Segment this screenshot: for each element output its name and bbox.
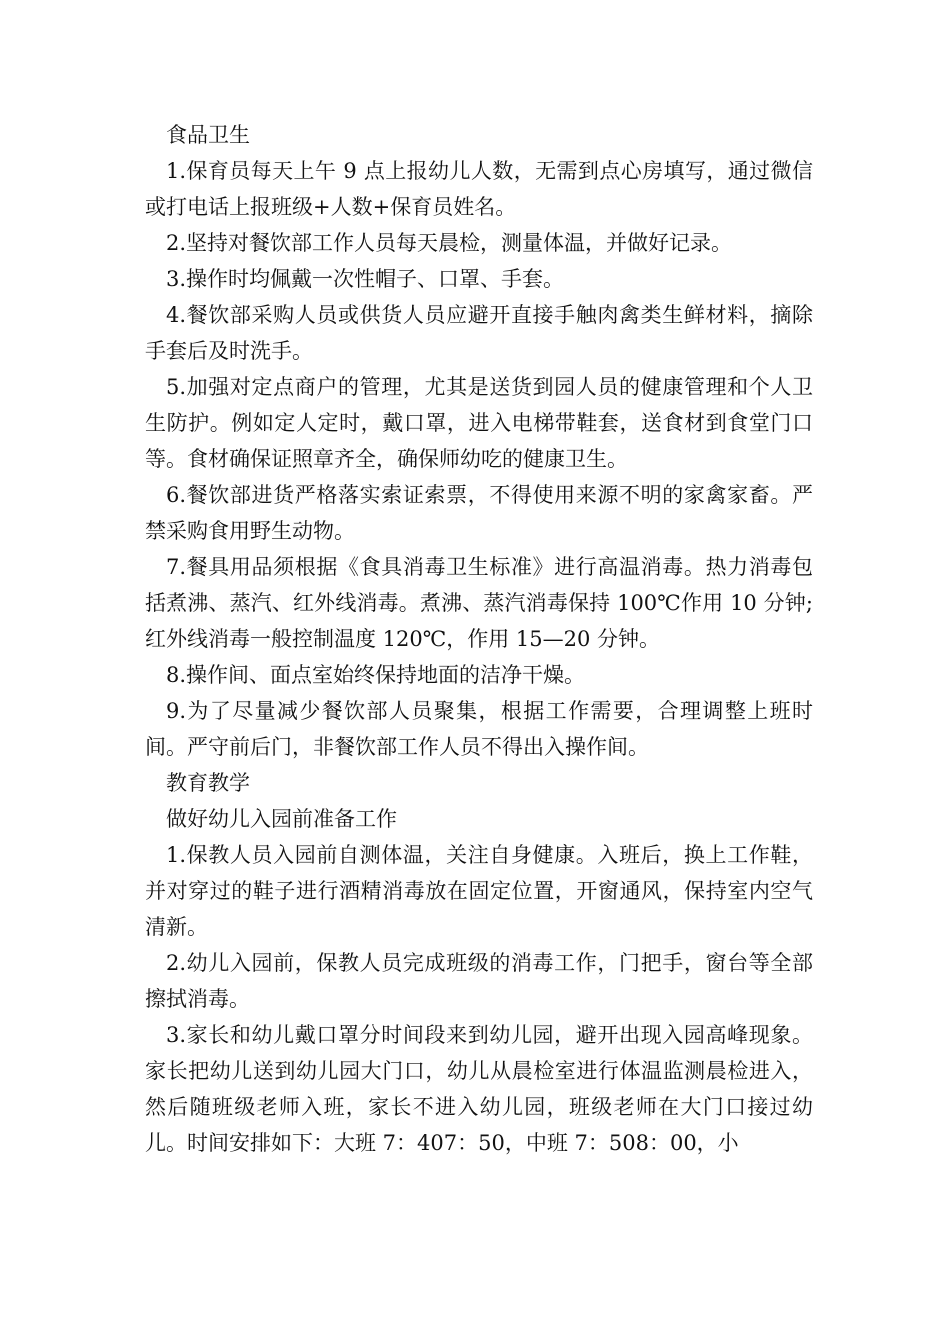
paragraph: 4.餐饮部采购人员或供货人员应避开直接手触肉禽类生鲜材料，摘除手套后及时洗手。 (145, 303, 813, 363)
paragraph: 3.操作时均佩戴一次性帽子、口罩、手套。 (166, 267, 565, 291)
paragraph: 9.为了尽量减少餐饮部人员聚集，根据工作需要，合理调整上班时间。严守前后门，非餐饮部工作人员不得出入操作间。 (145, 699, 813, 759)
paragraph: 2.坚持对餐饮部工作人员每天晨检，测量体温，并做好记录。 (166, 231, 733, 255)
paragraph: 2.幼儿入园前，保教人员完成班级的消毒工作，门把手，窗台等全部擦拭消毒。 (145, 951, 813, 1011)
paragraph: 1.保育员每天上午 9 点上报幼儿人数，无需到点心房填写，通过微信或打电话上报班级+人数+保育员姓名。 (145, 159, 813, 219)
paragraph: 5.加强对定点商户的管理，尤其是送货到园人员的健康管理和个人卫生防护。例如定人定时，戴口罩，进入电梯带鞋套，送食材到食堂门口等。食材确保证照章齐全，确保师幼吃的健康卫生。 (145, 375, 813, 471)
section-heading-education: 教育教学 (166, 771, 250, 795)
paragraph: 8.操作间、面点室始终保持地面的洁净干燥。 (166, 663, 586, 687)
subsection-heading: 做好幼儿入园前准备工作 (166, 807, 397, 831)
paragraph: 1.保教人员入园前自测体温，关注自身健康。入班后，换上工作鞋，并对穿过的鞋子进行酒精消毒放在固定位置，开窗通风，保持室内空气清新。 (145, 843, 813, 939)
document-body (145, 117, 813, 1161)
section-heading-food-hygiene: 食品卫生 (166, 123, 250, 147)
paragraph: 3.家长和幼儿戴口罩分时间段来到幼儿园，避开出现入园高峰现象。家长把幼儿送到幼儿园大门口，幼儿从晨检室进行体温监测晨检进入，然后随班级老师入班，家长不进入幼儿园，班级老师在大门口接过幼儿。时间安排如下：大班 7：407：50，中班 7：508：00，小 (145, 1023, 813, 1155)
paragraph: 7.餐具用品须根据《食具消毒卫生标准》进行高温消毒。热力消毒包括煮沸、蒸汽、红外线消毒。煮沸、蒸汽消毒保持 100℃作用 10 分钟;红外线消毒一般控制温度 120℃，作用 15—20 分钟。 (145, 555, 813, 651)
paragraph: 6.餐饮部进货严格落实索证索票，不得使用来源不明的家禽家畜。严禁采购食用野生动物。 (145, 483, 813, 543)
